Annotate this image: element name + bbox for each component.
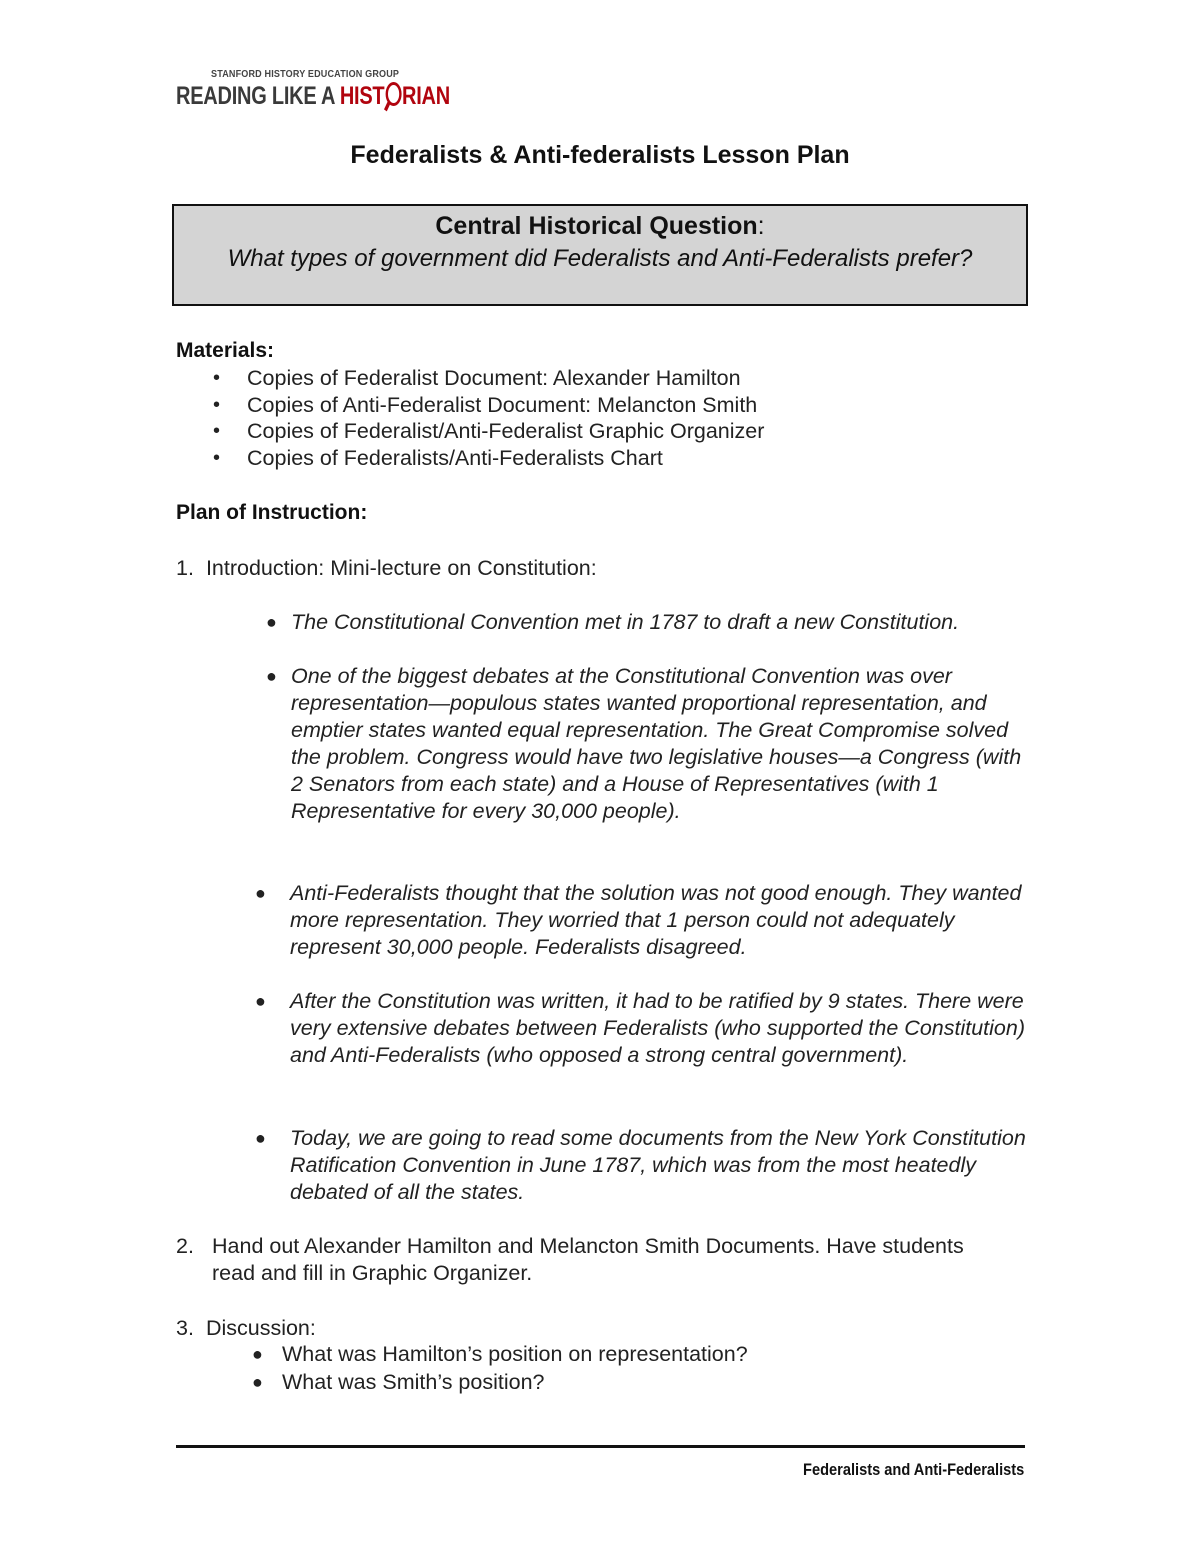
bullet-icon: ● [252,1344,263,1364]
bullet-icon: • [213,393,221,416]
bullet-icon: ● [252,1371,263,1392]
logo-top-line: STANFORD HISTORY EDUCATION GROUP [211,68,400,80]
central-question-text: What types of government did Federalists and Anti-Federalists prefer? [227,245,973,272]
central-question-label: Central Historical Question [435,212,758,240]
materials-heading: Materials: [176,339,275,362]
list-item [176,418,764,445]
central-question-colon: : [757,212,765,240]
bullet-text: After the Constitution was written, it had to be ratified by 9 states. There were very extensive debates between Federalists (who supported the Constitution) and Anti-Federalists (who opposed a strong central government). [290,989,1025,1067]
lecture-bullet-1 [266,609,1041,636]
list-item [252,1341,748,1369]
bullet-icon: ● [255,991,266,1011]
logo-reading-text: READING LIKE A [176,82,340,110]
bullet-icon: ● [255,1128,266,1148]
discussion-question-text: What was Hamilton’s position on representation? [282,1342,748,1366]
step-1 [176,555,597,582]
magnifying-glass-icon [385,82,401,106]
lecture-bullet-5 [255,1125,1035,1206]
page-title: Federalists & Anti-federalists Lesson Plan [350,141,850,169]
step-text: Discussion: [205,1316,316,1340]
bullet-icon: ● [266,666,277,686]
material-item-text: Copies of Federalist Document: Alexander Hamilton [247,366,741,390]
step-number: 3. [176,1316,194,1340]
logo-rian-text: RIAN [402,82,450,110]
bullet-icon: ● [266,612,277,632]
step-2 [176,1233,966,1287]
lecture-bullet-3 [255,880,1025,961]
material-item-text: Copies of Federalist/Anti-Federalist Graphic Organizer [247,419,765,444]
materials-list [176,365,764,472]
list-item [176,445,764,472]
list-item [176,365,764,392]
bullet-text: One of the biggest debates at the Constitutional Convention was over representation—populous states wanted proportional representation, and emptier states wanted equal representation. The Great Compromise solved the problem. Congress would have two legislative houses—a Congress (with 2 Senators from each state) and a House of Representatives (with 1 Representative for every 30,000 people). [291,664,1022,823]
central-question-box [172,204,1028,306]
footer-title: Federalists and Anti-Federalists [802,1460,1024,1479]
discussion-question-text: What was Smith’s position? [282,1369,545,1394]
bullet-icon: • [213,420,221,443]
material-item-text: Copies of Federalists/Anti-Federalists Chart [247,446,663,471]
list-item [252,1369,748,1397]
bullet-text: Anti-Federalists thought that the solution was not good enough. They wanted more representation. They worried that 1 person could not adequately represent 30,000 people. Federalists disagreed. [290,881,1022,959]
bullet-icon: • [213,367,221,389]
material-item-text: Copies of Anti-Federalist Document: Melancton Smith [247,392,758,417]
bullet-icon: ● [255,883,266,903]
logo-hist-text: HIST [339,82,385,110]
discussion-questions-list [252,1341,748,1396]
bullet-text: The Constitutional Convention met in 1787 to draft a new Constitution. [291,610,960,634]
lecture-bullet-4 [255,988,1025,1069]
bullet-icon: • [213,447,221,470]
step-text: Hand out Alexander Hamilton and Melancton Smith Documents. Have students read and fill in Graphic Organizer. [212,1234,964,1285]
footer-divider [176,1445,1025,1448]
step-number: 2. [176,1234,194,1258]
bullet-text: Today, we are going to read some documents from the New York Constitution Ratification Convention in June 1787, which was from the most heatedly debated of all the states. [290,1126,1026,1204]
central-question-label-line [174,211,1026,242]
plan-heading: Plan of Instruction: [176,501,368,524]
step-number: 1. [176,556,194,580]
list-item [176,392,764,419]
lecture-bullet-2 [266,663,1026,825]
step-text: Introduction: Mini-lecture on Constitution: [205,556,597,580]
step-3 [176,1315,316,1342]
logo-main-line [176,82,450,111]
reading-like-a-historian-logo [176,68,450,111]
